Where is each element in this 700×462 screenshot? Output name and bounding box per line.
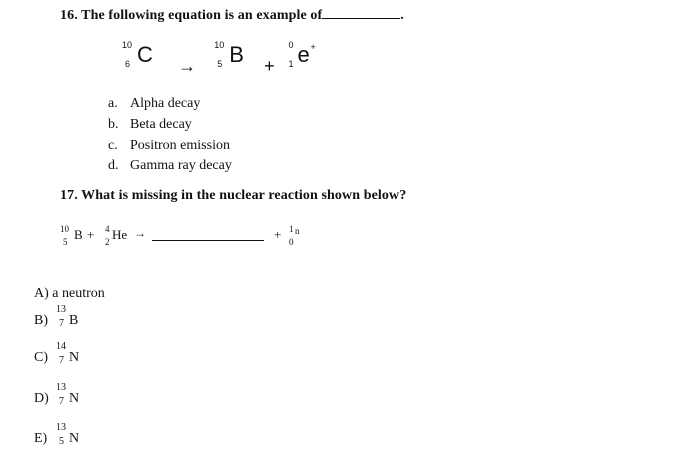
choice-b[interactable]: b. Beta decay xyxy=(108,117,192,132)
question-16-period: . xyxy=(400,8,404,23)
nuclide-carbon-10: 10 6 C xyxy=(122,40,153,69)
question-16-prompt xyxy=(60,8,404,24)
reaction-arrow: → xyxy=(178,56,197,76)
plus-sign: + xyxy=(274,227,282,242)
reaction-equation: 10 5 B + 4 2 He → + 1 0 n xyxy=(60,224,300,247)
nuclide-boron-10: 10 5 B xyxy=(214,40,244,69)
boron-symbol: B xyxy=(74,227,83,242)
answer-a[interactable]: A) a neutron xyxy=(34,286,105,301)
choice-d[interactable]: d. Gamma ray decay xyxy=(108,158,232,173)
answer-blank xyxy=(322,18,400,19)
plus-sign: + xyxy=(87,227,95,242)
choice-c[interactable]: c. Positron emission xyxy=(108,138,230,153)
helium-symbol: He xyxy=(112,227,128,242)
nuclide-positron: 0 1 e + xyxy=(288,40,316,69)
reaction-arrow: → xyxy=(134,226,146,240)
decay-equation xyxy=(122,42,323,76)
neutron-symbol: n xyxy=(295,226,300,236)
plus-sign: + xyxy=(264,56,275,76)
question-17-prompt: 17. What is missing in the nuclear reaction shown below? xyxy=(60,188,407,203)
choice-a[interactable]: a. Alpha decay xyxy=(108,96,201,111)
answer-blank xyxy=(152,240,264,241)
question-16-text: 16. The following equation is an example of xyxy=(60,8,323,23)
